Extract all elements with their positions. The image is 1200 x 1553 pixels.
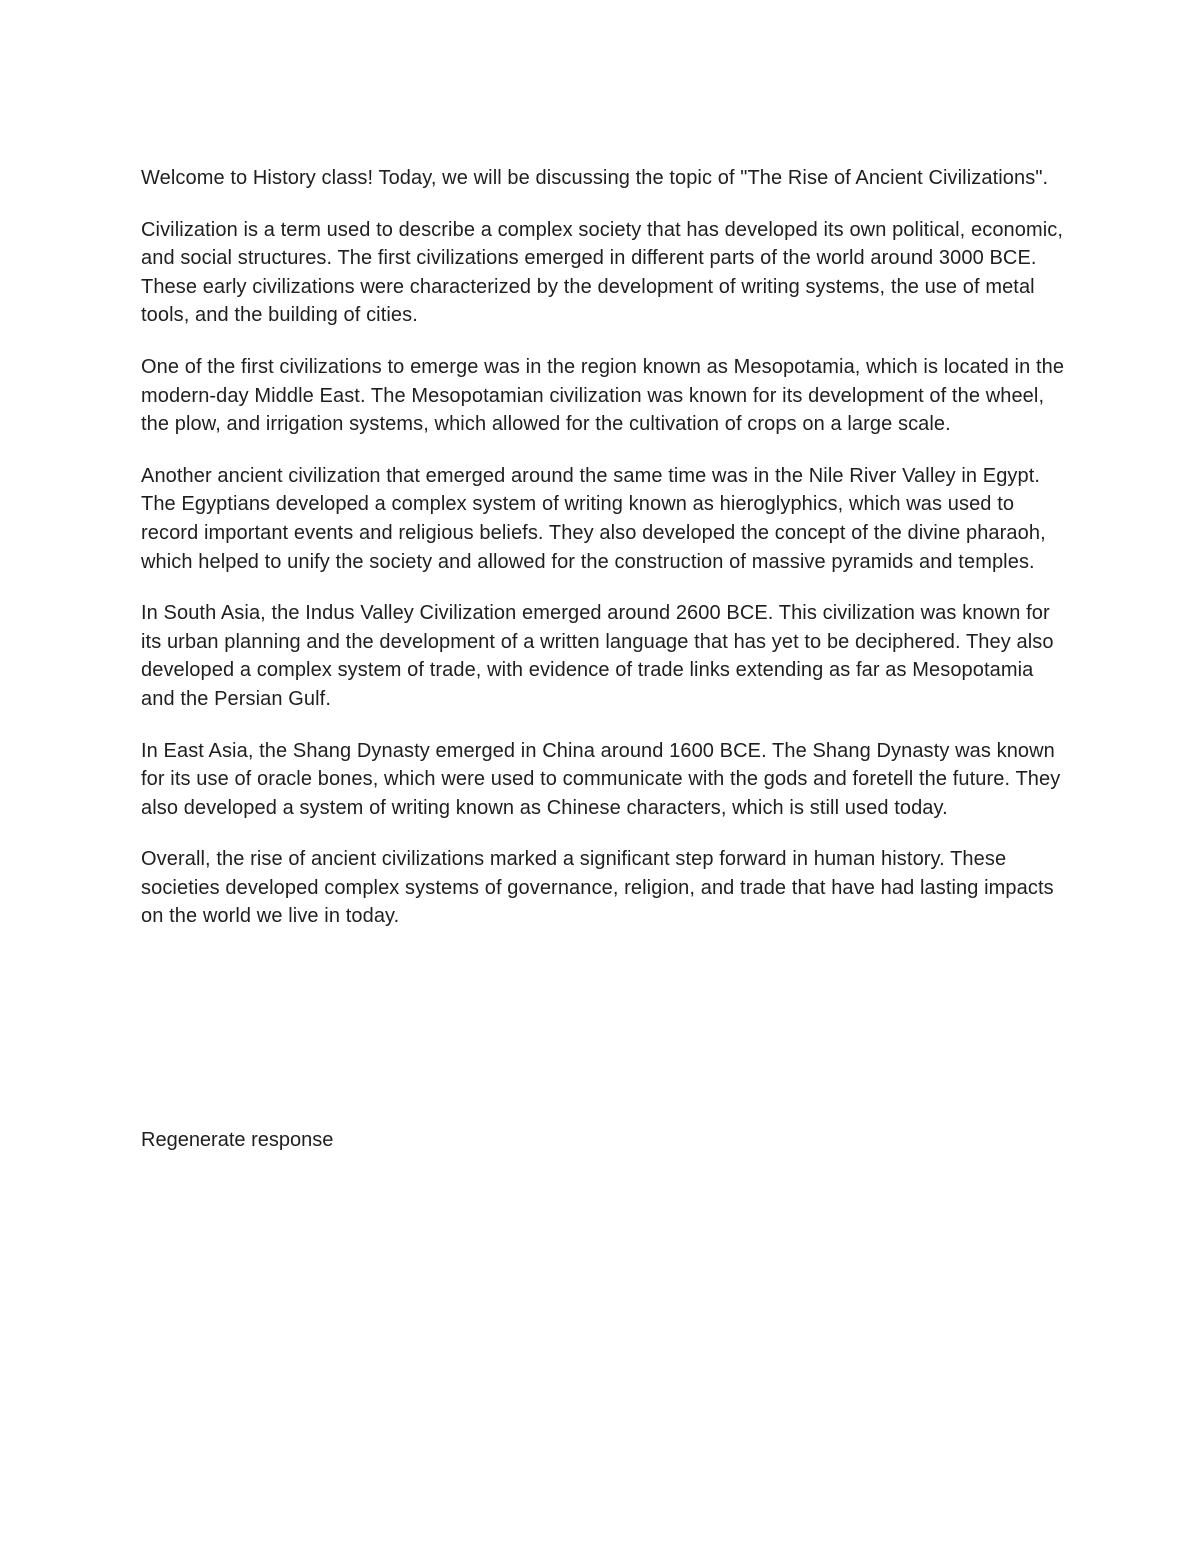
- document-body: [141, 164, 1071, 954]
- egypt-paragraph: Another ancient civilization that emerged around the same time was in the Nile River Valley in Egypt. The Egyptians developed a complex system of writing known as hieroglyphics, which was used to record important events and religious beliefs. They also developed the concept of the divine pharaoh, which helped to unify the society and allowed for the construction of massive pyramids and temples.: [141, 464, 1046, 573]
- indus-valley-paragraph: In South Asia, the Indus Valley Civilization emerged around 2600 BCE. This civilization was known for its urban planning and the development of a written language that has yet to be deciphered. They also developed a complex system of trade, with evidence of trade links extending as far as Mesopotamia and the Persian Gulf.: [141, 602, 1054, 710]
- mesopotamia-paragraph: One of the first civilizations to emerge was in the region known as Mesopotamia, which is located in the modern-day Middle East. The Mesopotamian civilization was known for its development of the wheel, the plow, and irrigation systems, which allowed for the cultivation of crops on a large scale.: [141, 355, 1065, 436]
- civilization-definition-paragraph: Civilization is a term used to describe a complex society that has developed its own political, economic, and social structures. The first civilizations emerged in different parts of the world around 3000 BCE. These early civilizations were characterized by the development of writing systems, the use of metal tools, and the building of cities.: [141, 218, 1064, 327]
- conclusion-paragraph: Overall, the rise of ancient civilizations marked a significant step forward in human history. These societies developed complex systems of governance, religion, and trade that have had lasting impacts on the world we live in today.: [141, 848, 1054, 928]
- shang-dynasty-paragraph: In East Asia, the Shang Dynasty emerged in China around 1600 BCE. The Shang Dynasty was known for its use of oracle bones, which were used to communicate with the gods and foretell the future. They also developed a system of writing known as Chinese characters, which is still used today.: [141, 739, 1061, 819]
- regenerate-response-button[interactable]: Regenerate response: [141, 1129, 334, 1151]
- intro-paragraph: Welcome to History class! Today, we will be discussing the topic of "The Rise of Ancient Civilizations".: [141, 167, 1049, 189]
